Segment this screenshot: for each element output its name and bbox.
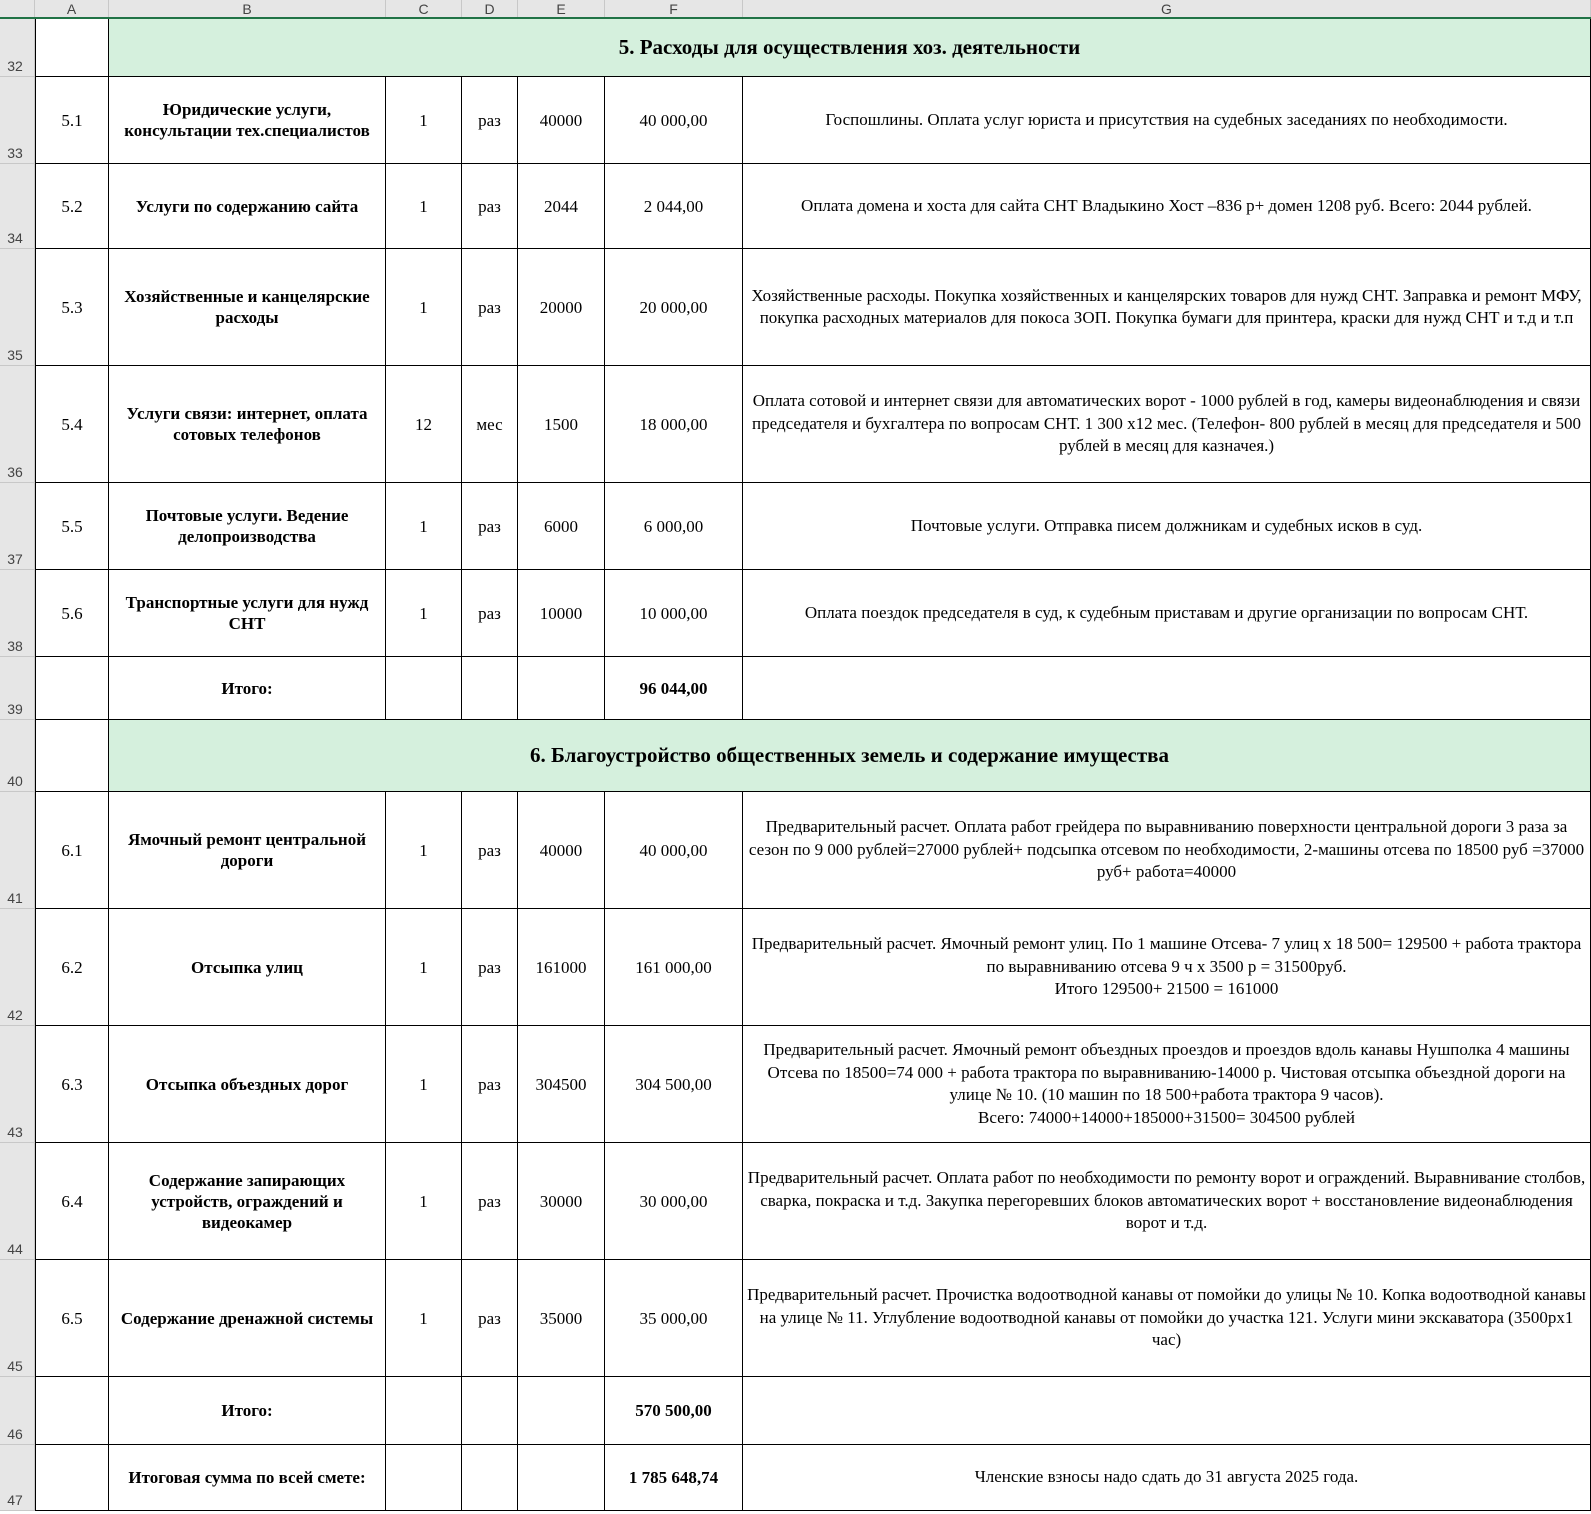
description-text [911, 515, 1422, 538]
total-label-cell[interactable]: Итого: [109, 1377, 386, 1445]
section-title-cell[interactable]: 5. Расходы для осуществления хоз. деятельности [109, 19, 1591, 77]
quantity-cell[interactable]: 1 [386, 77, 462, 164]
row-header[interactable] [0, 1260, 35, 1377]
description-text [745, 1284, 1588, 1352]
table-row [0, 77, 1591, 164]
description-text [745, 1039, 1588, 1129]
quantity-cell[interactable]: 1 [386, 1026, 462, 1143]
description-cell[interactable] [743, 1143, 1591, 1260]
row-header[interactable] [0, 1026, 35, 1143]
row-number: 43 [7, 1124, 23, 1140]
table-row [0, 483, 1591, 570]
row-number: 37 [7, 551, 23, 567]
row-header[interactable] [0, 792, 35, 909]
row-header[interactable] [0, 19, 35, 77]
cell-a[interactable] [35, 19, 109, 77]
description-cell[interactable] [743, 792, 1591, 909]
total-sum-cell[interactable]: 570 500,00 [605, 1377, 743, 1445]
price-cell[interactable]: 40000 [518, 77, 605, 164]
quantity-cell[interactable]: 1 [386, 1143, 462, 1260]
cell-a[interactable] [35, 720, 109, 792]
cell-e[interactable] [518, 1445, 605, 1511]
unit-cell[interactable]: раз [462, 792, 518, 909]
row-number: 36 [7, 464, 23, 480]
column-header-a[interactable]: A [35, 0, 109, 17]
item-code-cell[interactable]: 6.5 [35, 1260, 109, 1377]
cell-a[interactable] [35, 1445, 109, 1511]
unit-cell[interactable]: раз [462, 164, 518, 249]
quantity-cell[interactable]: 12 [386, 366, 462, 483]
row-header[interactable] [0, 77, 35, 164]
description-cell[interactable] [743, 909, 1591, 1026]
section-title-cell[interactable]: 6. Благоустройство общественных земель и содержание имущества [109, 720, 1591, 792]
item-name-cell[interactable]: Отсыпка объездных дорог [109, 1026, 386, 1143]
sum-cell[interactable]: 161 000,00 [605, 909, 743, 1026]
quantity-cell[interactable]: 1 [386, 483, 462, 570]
table-row [0, 570, 1591, 657]
item-code-cell[interactable]: 5.2 [35, 164, 109, 249]
total-row [0, 1445, 1591, 1511]
row-number: 35 [7, 347, 23, 363]
price-cell[interactable]: 40000 [518, 792, 605, 909]
column-header-g[interactable]: G [743, 0, 1591, 17]
sum-cell[interactable]: 30 000,00 [605, 1143, 743, 1260]
description-text [825, 109, 1507, 132]
sum-cell[interactable]: 2 044,00 [605, 164, 743, 249]
cell-e[interactable] [518, 1377, 605, 1445]
row-number: 41 [7, 890, 23, 906]
row-number: 33 [7, 145, 23, 161]
description-line: Госпошлины. Оплата услуг юриста и присутствия на судебных заседаниях по необходимости. [825, 109, 1508, 129]
price-cell[interactable]: 2044 [518, 164, 605, 249]
row-header[interactable] [0, 1377, 35, 1445]
select-all-corner[interactable] [0, 0, 35, 17]
description-cell[interactable] [743, 164, 1591, 249]
unit-cell[interactable]: раз [462, 249, 518, 366]
sum-cell[interactable]: 10 000,00 [605, 570, 743, 657]
quantity-cell[interactable]: 1 [386, 1260, 462, 1377]
column-header-b[interactable]: B [109, 0, 386, 17]
cell-d[interactable] [462, 1445, 518, 1511]
row-header[interactable] [0, 1143, 35, 1260]
row-number: 39 [7, 701, 23, 717]
description-line: Оплата домена и хоста для сайта СНТ Владыкино Хост –836 р+ домен 1208 руб. Всего: 2044 рублей. [801, 195, 1532, 215]
description-line: Предварительный расчет. Ямочный ремонт объездных проездов и проездов вдоль канавы Нушполка 4 машины Отсева по 18500=74 000 + работа трактора по выравниванию-14000 р. Чистовая отсыпка объездной дороги на улице № 10. (10 машин по 18 500+работа трактора 9 часов). [763, 1040, 1570, 1104]
quantity-cell[interactable]: 1 [386, 164, 462, 249]
sum-cell[interactable]: 20 000,00 [605, 249, 743, 366]
row-header[interactable] [0, 570, 35, 657]
cell-d[interactable] [462, 657, 518, 720]
row-number: 45 [7, 1358, 23, 1374]
cell-c[interactable] [386, 657, 462, 720]
cell-a[interactable] [35, 657, 109, 720]
item-code-cell[interactable]: 6.3 [35, 1026, 109, 1143]
column-header-bar [0, 0, 1591, 19]
unit-cell[interactable]: раз [462, 570, 518, 657]
row-number: 40 [7, 773, 23, 789]
column-header-f[interactable]: F [605, 0, 743, 17]
total-note-cell[interactable]: Членские взносы надо сдать до 31 августа 2025 года. [743, 1445, 1591, 1511]
unit-cell[interactable]: раз [462, 483, 518, 570]
section-row [0, 720, 1591, 792]
row-header[interactable] [0, 249, 35, 366]
description-line: Итого 129500+ 21500 = 161000 [1054, 979, 1279, 999]
column-header-d[interactable]: D [462, 0, 518, 17]
sum-cell[interactable]: 304 500,00 [605, 1026, 743, 1143]
item-name-cell[interactable]: Услуги связи: интернет, оплата сотовых телефонов [109, 366, 386, 483]
table-row [0, 909, 1591, 1026]
item-code-cell[interactable]: 6.4 [35, 1143, 109, 1260]
description-cell[interactable] [743, 1260, 1591, 1377]
row-header[interactable] [0, 657, 35, 720]
table-row [0, 1260, 1591, 1377]
cell-c[interactable] [386, 1445, 462, 1511]
unit-cell[interactable]: мес [462, 366, 518, 483]
unit-cell[interactable]: раз [462, 1143, 518, 1260]
item-code-cell[interactable]: 5.1 [35, 77, 109, 164]
column-header-c[interactable]: C [386, 0, 462, 17]
description-line: Предварительный расчет. Прочистка водоотводной канавы от помойки до улицы № 10. Копка водоотводной канавы на улице № 11. Углубление водоотводной канавы от помойки до участка 121. Услуги мини экскаватора (3500рх1 час) [747, 1285, 1586, 1350]
row-number: 44 [7, 1241, 23, 1257]
price-cell[interactable]: 30000 [518, 1143, 605, 1260]
cell-d[interactable] [462, 1377, 518, 1445]
total-row [0, 657, 1591, 720]
sum-cell[interactable]: 35 000,00 [605, 1260, 743, 1377]
description-text [745, 1167, 1588, 1235]
description-line: Предварительный расчет. Оплата работ грейдера по выравниванию поверхности центральной дороги 3 раза за сезон по 9 000 рублей=27000 рублей+ подсыпка отсевом по необходимости, 2-машины отсева по 18500 руб =37000 руб+ работа=40000 [748, 817, 1585, 882]
description-text [801, 195, 1532, 218]
item-name-cell[interactable]: Хозяйственные и канцелярские расходы [109, 249, 386, 366]
item-name-cell[interactable]: Отсыпка улиц [109, 909, 386, 1026]
item-name-cell[interactable]: Содержание запирающих устройств, ограждений и видеокамер [109, 1143, 386, 1260]
item-code-cell[interactable]: 6.2 [35, 909, 109, 1026]
row-header[interactable] [0, 366, 35, 483]
table-row [0, 366, 1591, 483]
row-number: 32 [7, 58, 23, 74]
item-name-cell[interactable]: Юридические услуги, консультации тех.специалистов [109, 77, 386, 164]
description-line: Предварительный расчет. Ямочный ремонт улиц. По 1 машине Отсева- 7 улиц х 18 500= 129500 + работа трактора по выравниванию отсева 9 ч х 3500 р = 31500руб. [751, 934, 1582, 976]
cell-e[interactable] [518, 657, 605, 720]
total-row [0, 1377, 1591, 1445]
description-cell[interactable] [743, 249, 1591, 366]
price-cell[interactable]: 161000 [518, 909, 605, 1026]
quantity-cell[interactable]: 1 [386, 570, 462, 657]
description-cell[interactable] [743, 570, 1591, 657]
item-name-cell[interactable]: Услуги по содержанию сайта [109, 164, 386, 249]
item-code-cell[interactable]: 6.1 [35, 792, 109, 909]
price-cell[interactable]: 20000 [518, 249, 605, 366]
item-name-cell[interactable]: Ямочный ремонт центральной дороги [109, 792, 386, 909]
cell-c[interactable] [386, 1377, 462, 1445]
quantity-cell[interactable]: 1 [386, 249, 462, 366]
table-row [0, 164, 1591, 249]
description-cell[interactable] [743, 1026, 1591, 1143]
total-label-cell[interactable]: Итого: [109, 657, 386, 720]
row-number: 42 [7, 1007, 23, 1023]
row-number: 46 [7, 1426, 23, 1442]
description-text [745, 285, 1588, 330]
description-text [745, 816, 1588, 884]
description-cell[interactable] [743, 77, 1591, 164]
quantity-cell[interactable]: 1 [386, 909, 462, 1026]
sum-cell[interactable]: 40 000,00 [605, 77, 743, 164]
description-line: Предварительный расчет. Оплата работ по необходимости по ремонту ворот и ограждений. Выравнивание столбов, сварка, покраска и т.д. Закупка перегоревших блоков автоматических ворот + восстановление видеонаблюдения ворот и т.д. [747, 1168, 1586, 1233]
row-header[interactable] [0, 720, 35, 792]
row-number: 34 [7, 230, 23, 246]
description-text [745, 390, 1588, 458]
total-note-cell[interactable] [743, 1377, 1591, 1445]
description-line: Хозяйственные расходы. Покупка хозяйственных и канцелярских товаров для нужд СНТ. Заправка и ремонт МФУ, покупка расходных материалов для покоса ЗОП. Покупка бумаги для принтера, краски для нужд СНТ и т.д и т.п [751, 285, 1582, 327]
section-row [0, 19, 1591, 77]
price-cell[interactable]: 6000 [518, 483, 605, 570]
item-name-cell[interactable]: Почтовые услуги. Ведение делопроизводства [109, 483, 386, 570]
price-cell[interactable]: 1500 [518, 366, 605, 483]
price-cell[interactable]: 35000 [518, 1260, 605, 1377]
item-code-cell[interactable]: 5.6 [35, 570, 109, 657]
row-header[interactable] [0, 1445, 35, 1511]
description-text [805, 602, 1528, 625]
sum-cell[interactable]: 18 000,00 [605, 366, 743, 483]
description-cell[interactable] [743, 366, 1591, 483]
item-code-cell[interactable]: 5.4 [35, 366, 109, 483]
table-row [0, 249, 1591, 366]
quantity-cell[interactable]: 1 [386, 792, 462, 909]
total-note-cell[interactable] [743, 657, 1591, 720]
description-line: Почтовые услуги. Отправка писем должникам и судебных исков в суд. [910, 515, 1423, 535]
row-number: 38 [7, 638, 23, 654]
total-label-cell[interactable]: Итоговая сумма по всей смете: [109, 1445, 386, 1511]
row-header[interactable] [0, 164, 35, 249]
unit-cell[interactable]: раз [462, 1260, 518, 1377]
table-row [0, 792, 1591, 909]
table-row [0, 1026, 1591, 1143]
description-text [745, 933, 1588, 1001]
price-cell[interactable]: 10000 [518, 570, 605, 657]
column-header-e[interactable]: E [518, 0, 605, 17]
unit-cell[interactable]: раз [462, 909, 518, 1026]
total-sum-cell[interactable]: 96 044,00 [605, 657, 743, 720]
row-header[interactable] [0, 483, 35, 570]
description-cell[interactable] [743, 483, 1591, 570]
cell-a[interactable] [35, 1377, 109, 1445]
row-header[interactable] [0, 909, 35, 1026]
description-line: Оплата сотовой и интернет связи для автоматических ворот - 1000 рублей в год, камеры видеонаблюдения и связи председателя и бухгалтера по вопросам СНТ. 1 300 х12 мес. (Телефон- 800 рублей в месяц для председателя и 500 рублей в месяц для казначея.) [752, 391, 1581, 456]
table-row [0, 1143, 1591, 1260]
sum-cell[interactable]: 6 000,00 [605, 483, 743, 570]
unit-cell[interactable]: раз [462, 1026, 518, 1143]
row-number: 47 [7, 1492, 23, 1508]
unit-cell[interactable]: раз [462, 77, 518, 164]
description-line: Оплата поездок председателя в суд, к судебным приставам и другие организации по вопросам СНТ. [804, 602, 1529, 622]
item-name-cell[interactable]: Транспортные услуги для нужд СНТ [109, 570, 386, 657]
item-code-cell[interactable]: 5.3 [35, 249, 109, 366]
total-sum-cell[interactable]: 1 785 648,74 [605, 1445, 743, 1511]
item-code-cell[interactable]: 5.5 [35, 483, 109, 570]
description-line: Всего: 74000+14000+185000+31500= 304500 рублей [978, 1107, 1355, 1127]
price-cell[interactable]: 304500 [518, 1026, 605, 1143]
sum-cell[interactable]: 40 000,00 [605, 792, 743, 909]
item-name-cell[interactable]: Содержание дренажной системы [109, 1260, 386, 1377]
